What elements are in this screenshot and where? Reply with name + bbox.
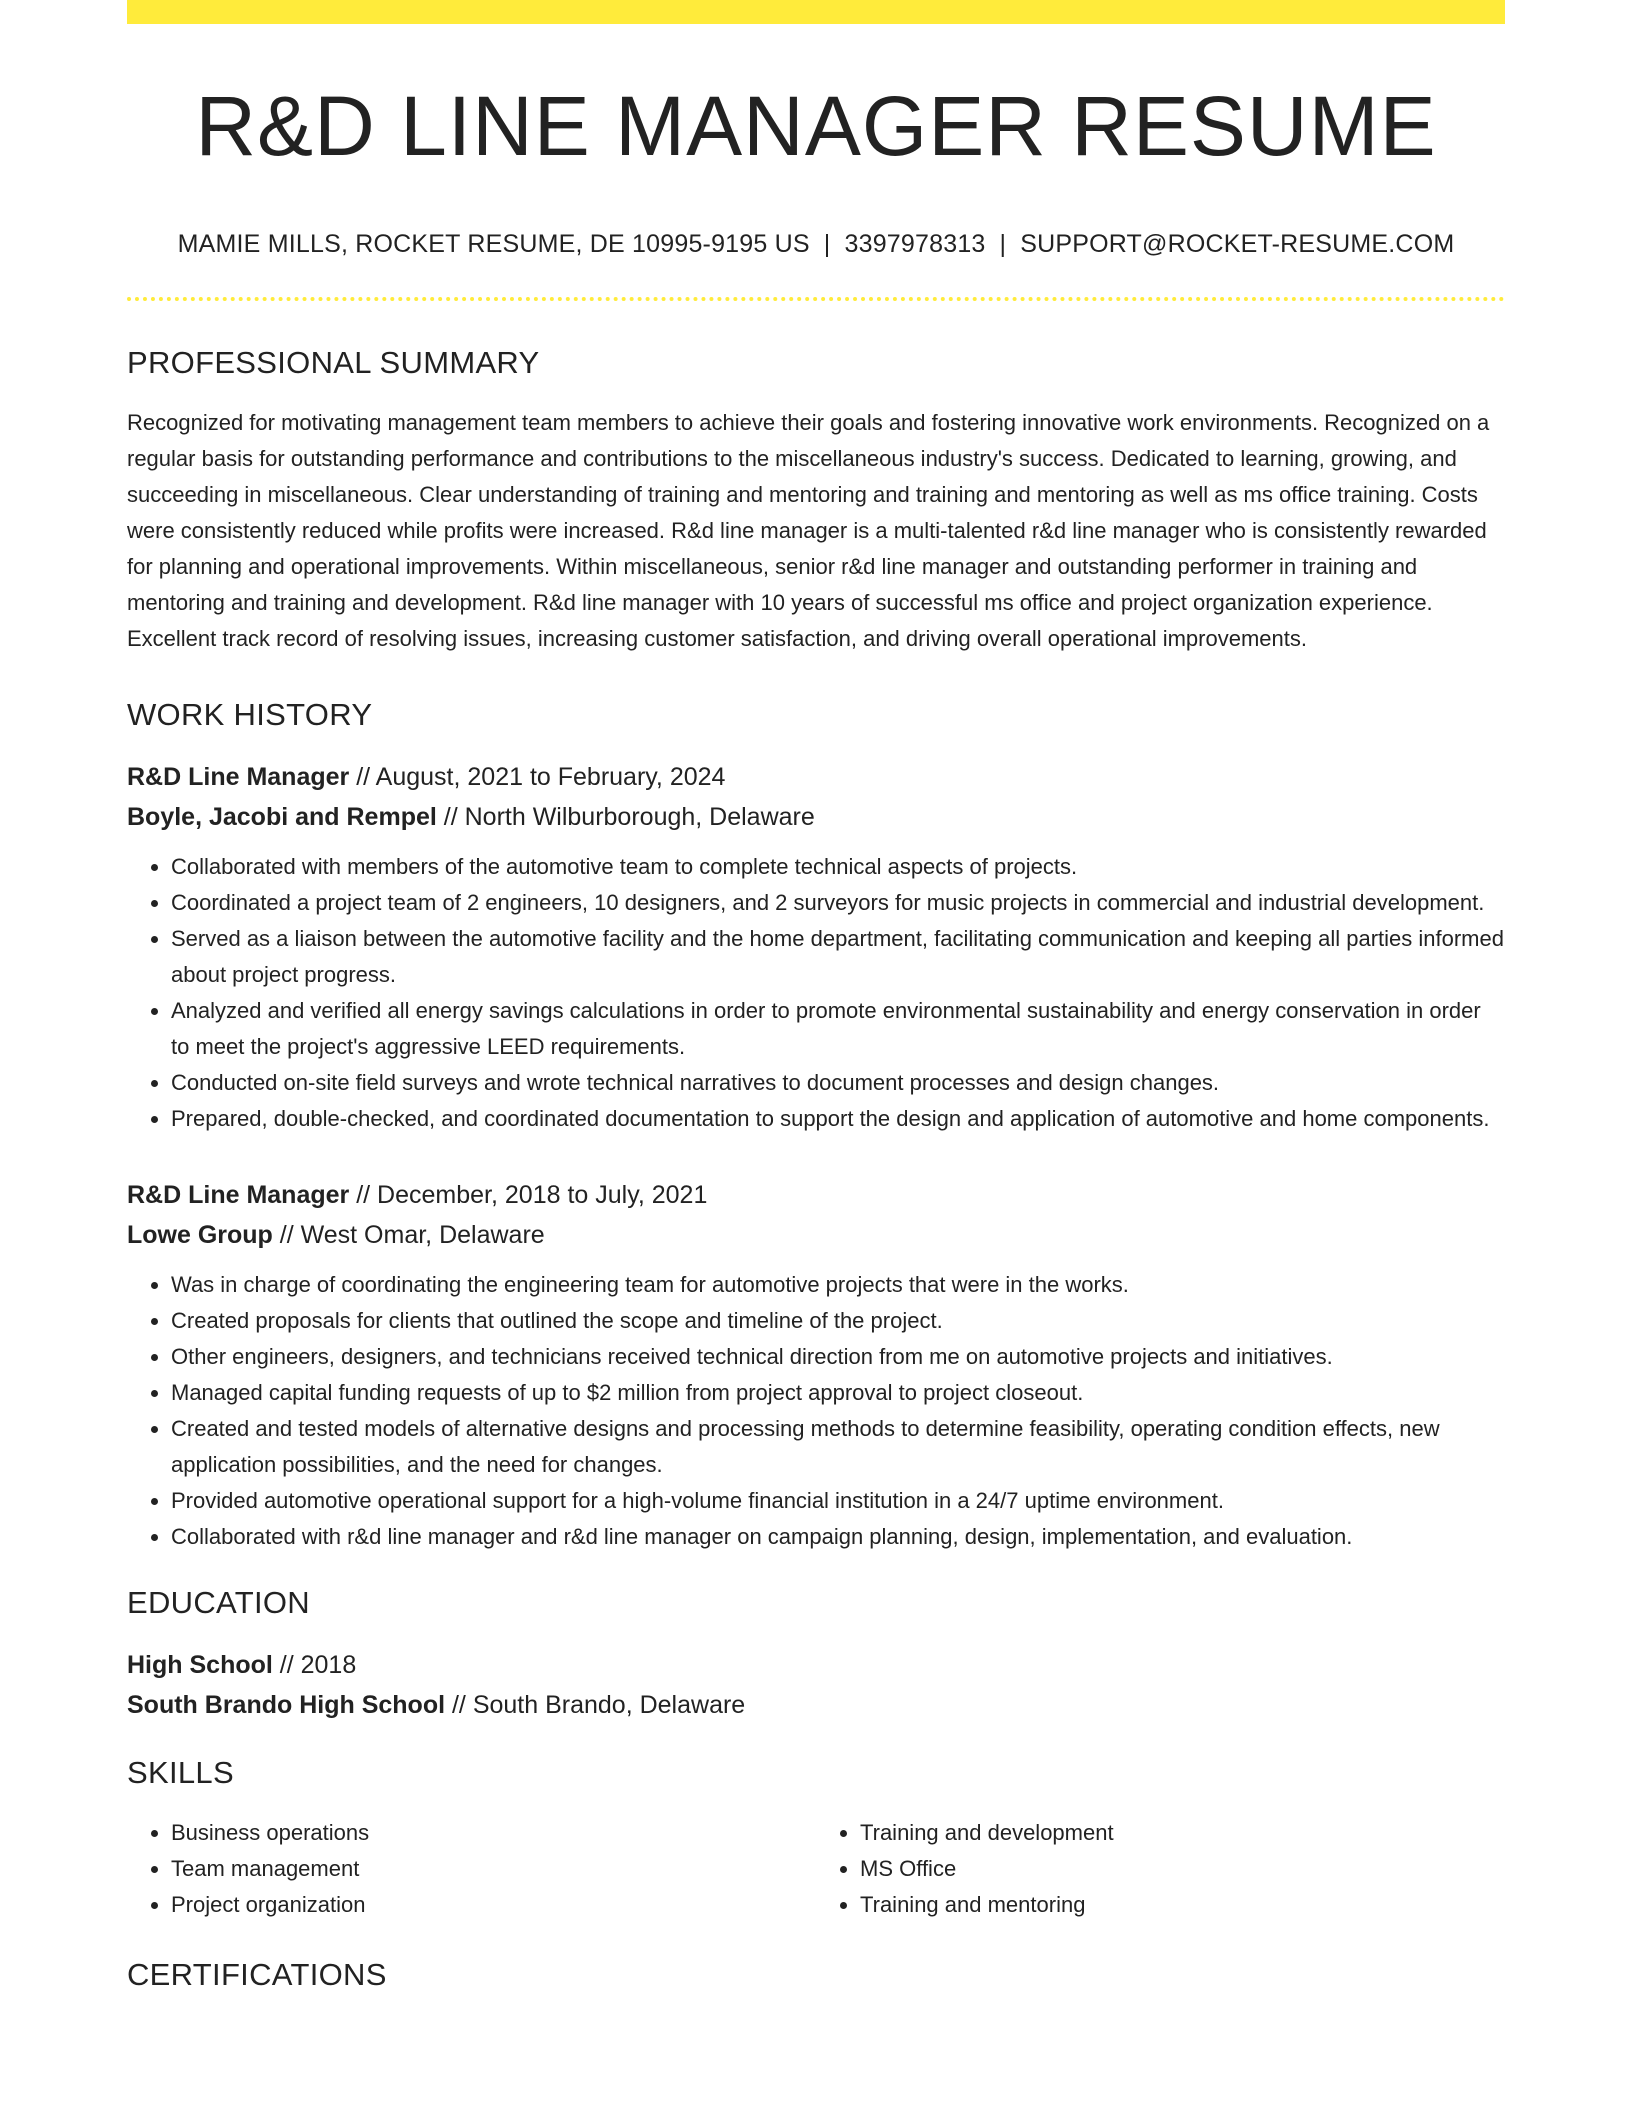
job-bullets: [127, 849, 1505, 1137]
work-history-heading: WORK HISTORY: [127, 697, 373, 733]
job-location: // West Omar, Delaware: [272, 1221, 545, 1250]
job-bullet: • Collaborated with members of the automotive team to complete technical aspects of projects.: [171, 849, 1505, 885]
job-bullet: • Managed capital funding requests of up to $2 million from project approval to project closeout.: [171, 1375, 1505, 1411]
job-bullet: • Was in charge of coordinating the engineering team for automotive projects that were in the works.: [171, 1267, 1505, 1303]
job-location: // North Wilburborough, Delaware: [436, 803, 815, 832]
skills-column-right: [816, 1815, 1505, 1923]
skills-heading: SKILLS: [127, 1755, 234, 1791]
job-entry: [127, 757, 1505, 1137]
education-degree-line: [127, 1645, 1505, 1685]
contact-separator: |: [999, 230, 1007, 259]
summary-text: Recognized for motivating management team members to achieve their goals and fostering innovative work environments. Recognized on a regular basis for outstanding performance and contributions to the miscellaneous industry's success. Dedicated to learning, growing, and succeeding in miscellaneous. Clear understanding of training and mentoring and training and mentoring as well as ms office training. Costs were consistently reduced while profits were increased. R&d line manager is a multi-talented r&d line manager who is consistently rewarded for planning and operational improvements. Within miscellaneous, senior r&d line manager and outstanding performer in training and mentoring and training and development. R&d line manager with 10 years of successful ms office and project organization experience. Excellent track record of resolving issues, increasing customer satisfaction, and driving overall operational improvements.: [127, 410, 1490, 652]
job-bullet: • Served as a liaison between the automotive facility and the home department, facilitating communication and keeping all parties informed about project progress.: [171, 921, 1505, 993]
job-title-line: [127, 757, 1505, 797]
job-bullet: • Analyzed and verified all energy savings calculations in order to promote environmental sustainability and energy conservation in order to meet the project's aggressive LEED requirements.: [171, 993, 1505, 1065]
accent-top-bar: [127, 0, 1505, 24]
contact-separator: |: [823, 230, 831, 259]
job-dates: // August, 2021 to February, 2024: [349, 763, 726, 792]
job-bullet: • Provided automotive operational support for a high-volume financial institution in a 24/7 uptime environment.: [171, 1483, 1505, 1519]
skill-item: • Training and mentoring: [860, 1887, 1505, 1923]
job-bullet: • Created proposals for clients that outlined the scope and timeline of the project.: [171, 1303, 1505, 1339]
summary-heading: PROFESSIONAL SUMMARY: [127, 345, 540, 381]
job-entry: [127, 1175, 1505, 1555]
job-bullet: • Created and tested models of alternative designs and processing methods to determine feasibility, operating condition effects, new application possibilities, and the need for changes.: [171, 1411, 1505, 1483]
job-bullet: • Collaborated with r&d line manager and r&d line manager on campaign planning, design, implementation, and evaluation.: [171, 1519, 1505, 1555]
education-location: // South Brando, Delaware: [445, 1691, 746, 1720]
skill-item: • Team management: [171, 1851, 816, 1887]
contact-phone: 3397978313: [844, 230, 986, 259]
education-degree: High School: [127, 1651, 273, 1680]
header-divider: [127, 297, 1505, 301]
education-school-line: [127, 1685, 1505, 1725]
contact-line: [127, 230, 1505, 259]
resume-title: R&D LINE MANAGER RESUME: [195, 79, 1437, 173]
job-title-line: [127, 1175, 1505, 1215]
contact-address: MAMIE MILLS, ROCKET RESUME, DE 10995-9195 US: [177, 230, 810, 259]
certifications-heading: CERTIFICATIONS: [127, 1957, 387, 1993]
contact-email: SUPPORT@ROCKET-RESUME.COM: [1020, 230, 1455, 259]
job-bullet: • Prepared, double-checked, and coordinated documentation to support the design and application of automotive and home components.: [171, 1101, 1505, 1137]
education-heading: EDUCATION: [127, 1585, 310, 1621]
job-company-line: [127, 1215, 1505, 1255]
education-year: // 2018: [272, 1651, 357, 1680]
education-entry: [127, 1645, 1505, 1725]
job-company: Boyle, Jacobi and Rempel: [127, 803, 437, 832]
resume-page: [127, 0, 1505, 1993]
skill-item: • Training and development: [860, 1815, 1505, 1851]
job-title: R&D Line Manager: [127, 763, 350, 792]
skill-item: • Project organization: [171, 1887, 816, 1923]
skills-column-left: [127, 1815, 816, 1923]
job-company: Lowe Group: [127, 1221, 273, 1250]
job-bullet: • Other engineers, designers, and technicians received technical direction from me on automotive projects and initiatives.: [171, 1339, 1505, 1375]
job-company-line: [127, 797, 1505, 837]
job-title: R&D Line Manager: [127, 1181, 350, 1210]
education-school: South Brando High School: [127, 1691, 446, 1720]
skills-grid: [127, 1815, 1505, 1923]
skill-item: • Business operations: [171, 1815, 816, 1851]
skill-item: • MS Office: [860, 1851, 1505, 1887]
job-bullets: [127, 1267, 1505, 1555]
job-dates: // December, 2018 to July, 2021: [349, 1181, 708, 1210]
job-bullet: • Coordinated a project team of 2 engineers, 10 designers, and 2 surveyors for music projects in commercial and industrial development.: [171, 885, 1505, 921]
job-bullet: • Conducted on-site field surveys and wrote technical narratives to document processes and design changes.: [171, 1065, 1505, 1101]
